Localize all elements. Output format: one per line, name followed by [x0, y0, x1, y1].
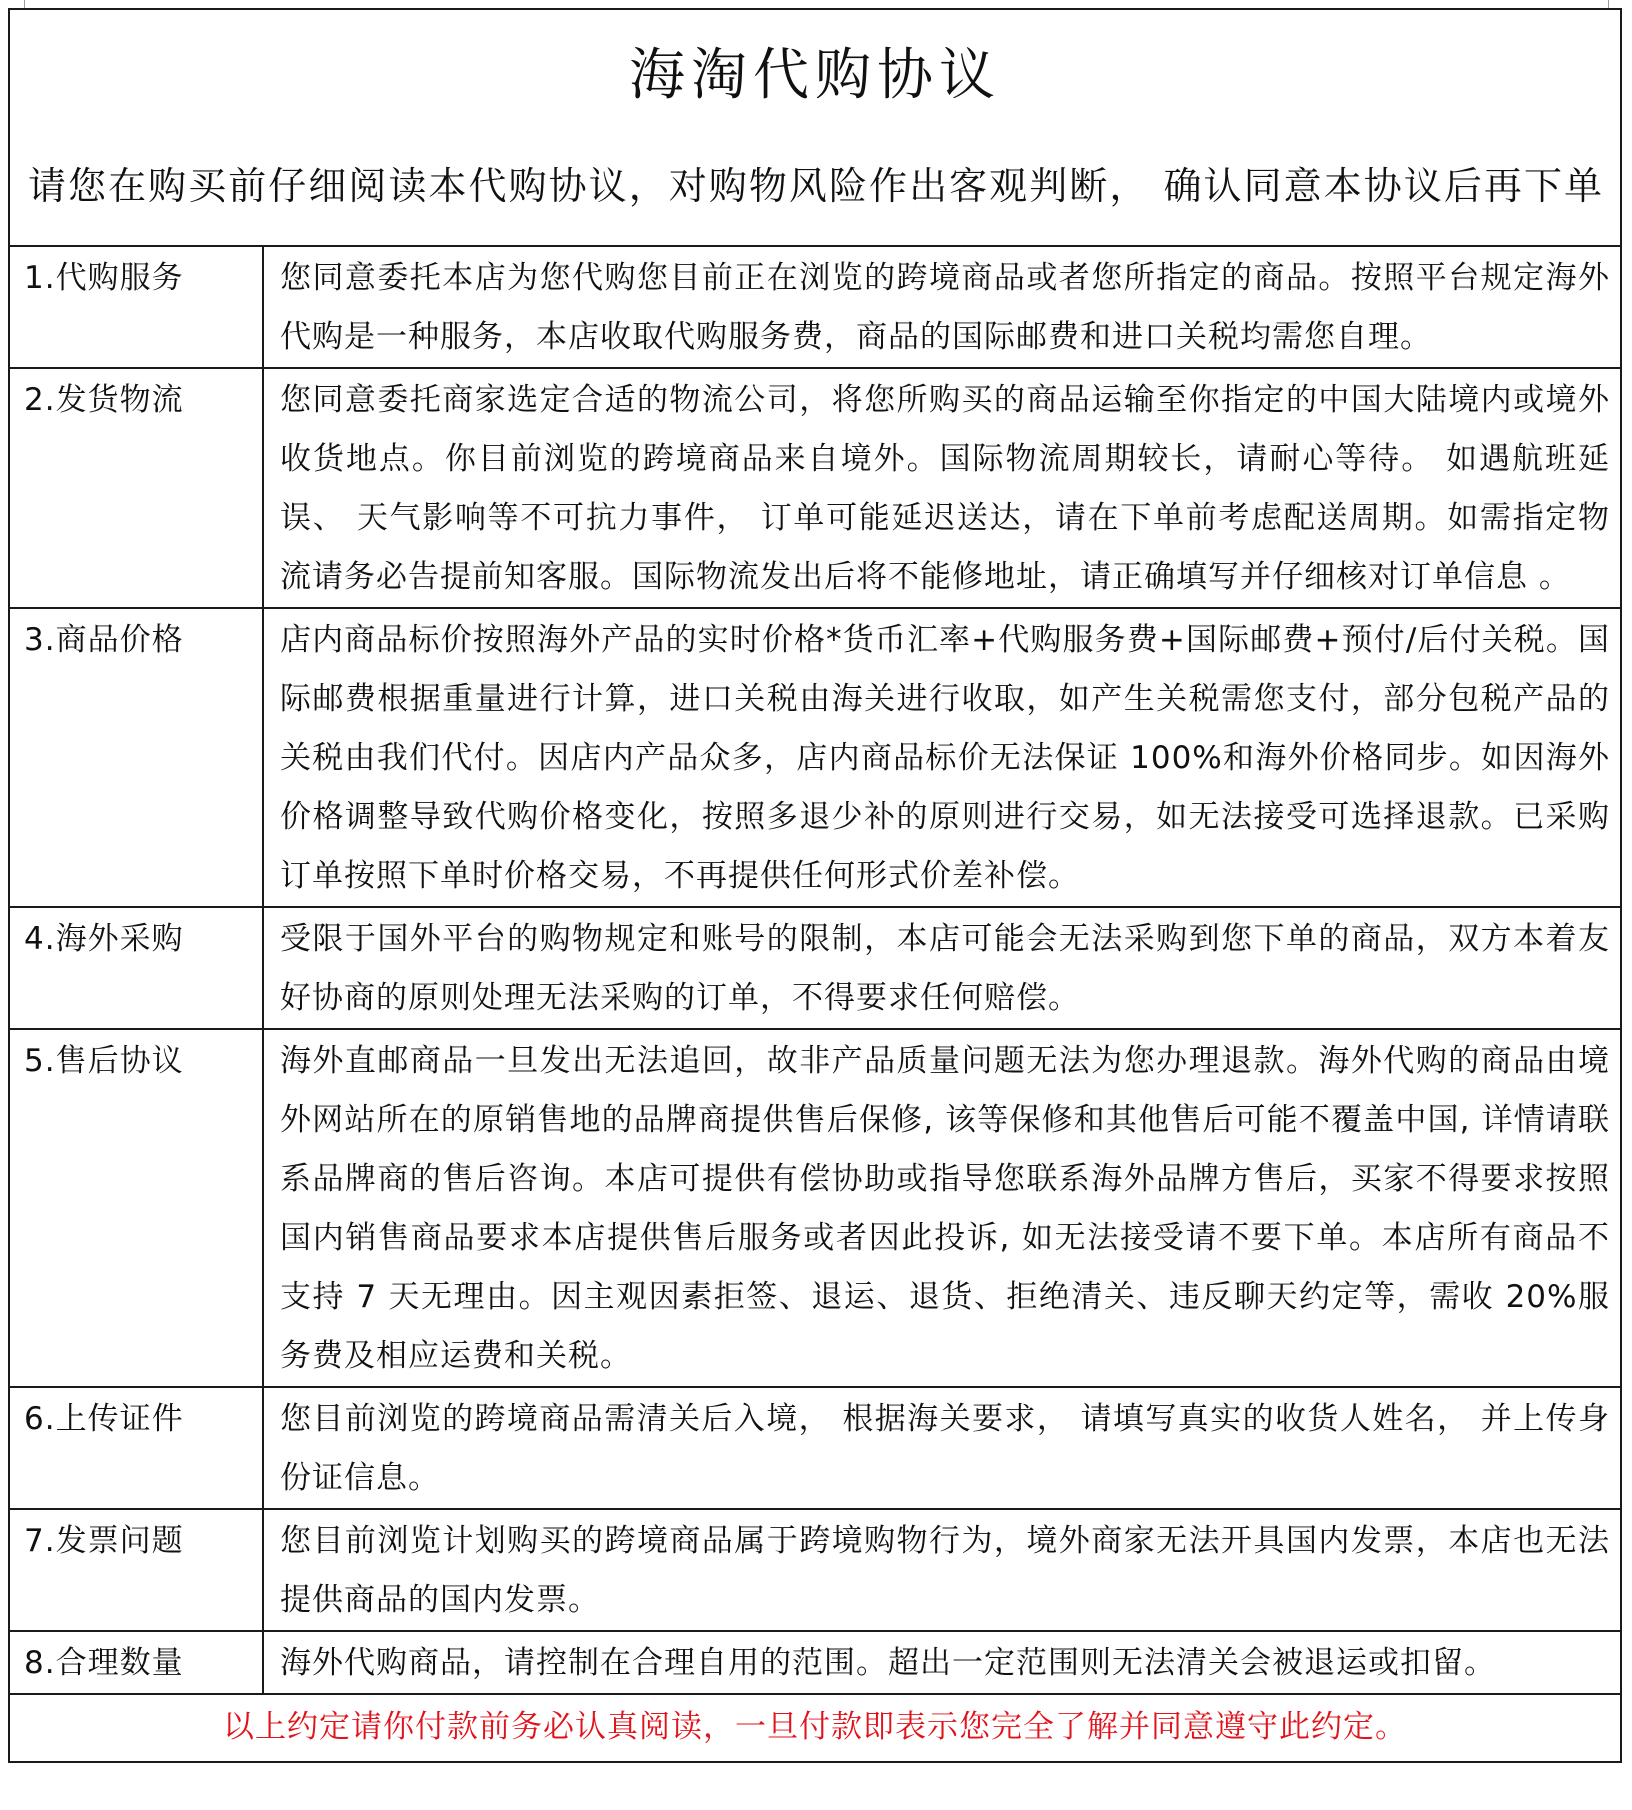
- table-row: [10, 608, 1620, 907]
- table-row: [10, 1509, 1620, 1631]
- table-row: [10, 1387, 1620, 1509]
- section-label: 3.商品价格: [10, 608, 263, 907]
- table-row: [10, 907, 1620, 1029]
- section-text: 海外代购商品，请控制在合理自用的范围。超出一定范围则无法清关会被退运或扣留。: [263, 1631, 1620, 1693]
- table-row: [10, 1029, 1620, 1387]
- section-text: 您同意委托商家选定合适的物流公司，将您所购买的商品运输至你指定的中国大陆境内或境外收货地点。你目前浏览的跨境商品来自境外。国际物流周期较长，请耐心等待。 如遇航班延误、 天气影响等不可抗力事件， 订单可能延迟送达，请在下单前考虑配送周期。如需指定物流请务必告提前知客服。国际物流发出后将不能修地址，请正确填写并仔细核对订单信息 。: [263, 368, 1620, 608]
- table-row: [10, 1631, 1620, 1693]
- intro-text: 请您在购买前仔细阅读本代购协议，对购物风险作出客观判断， 确认同意本协议后再下单: [28, 164, 1602, 208]
- section-text: 受限于国外平台的购物规定和账号的限制，本店可能会无法采购到您下单的商品，双方本着友好协商的原则处理无法采购的订单，不得要求任何赔偿。: [263, 907, 1620, 1029]
- section-label: 2.发货物流: [10, 368, 263, 608]
- section-text: 您目前浏览计划购买的跨境商品属于跨境购物行为，境外商家无法开具国内发票，本店也无法提供商品的国内发票。: [263, 1509, 1620, 1631]
- footer-notice: 以上约定请你付款前务必认真阅读，一旦付款即表示您完全了解并同意遵守此约定。: [10, 1693, 1620, 1761]
- section-label: 5.售后协议: [10, 1029, 263, 1387]
- agreement-document: [8, 8, 1622, 1763]
- section-label: 1.代购服务: [10, 247, 263, 368]
- agreement-header: [10, 10, 1620, 247]
- section-label: 6.上传证件: [10, 1387, 263, 1509]
- section-label: 7.发票问题: [10, 1509, 263, 1631]
- table-row: [10, 368, 1620, 608]
- terms-table: [10, 247, 1620, 1693]
- table-row: [10, 247, 1620, 368]
- section-label: 8.合理数量: [10, 1631, 263, 1693]
- page-title: 海淘代购协议: [629, 43, 1001, 108]
- section-text: 您目前浏览的跨境商品需清关后入境， 根据海关要求， 请填写真实的收货人姓名， 并上传身份证信息。: [263, 1387, 1620, 1509]
- section-text: 您同意委托本店为您代购您目前正在浏览的跨境商品或者您所指定的商品。按照平台规定海外代购是一种服务，本店收取代购服务费，商品的国际邮费和进口关税均需您自理。: [280, 260, 1610, 355]
- section-text: 海外直邮商品一旦发出无法追回，故非产品质量问题无法为您办理退款。海外代购的商品由境外网站所在的原销售地的品牌商提供售后保修, 该等保修和其他售后可能不覆盖中国, 详情请联系品牌商的售后咨询。本店可提供有偿协助或指导您联系海外品牌方售后，买家不得要求按照国内销售商品要求本店提供售后服务或者因此投诉, 如无法接受请不要下单。本店所有商品不支持 7 天无理由。因主观因素拒签、退运、退货、拒绝清关、违反聊天约定等，需收 20%服务费及相应运费和关税。: [263, 1029, 1620, 1387]
- section-text: 店内商品标价按照海外产品的实时价格*货币汇率+代购服务费+国际邮费+预付/后付关税。国际邮费根据重量进行计算，进口关税由海关进行收取，如产生关税需您支付，部分包税产品的关税由我们代付。因店内产品众多，店内商品标价无法保证 100%和海外价格同步。如因海外价格调整导致代购价格变化，按照多退少补的原则进行交易，如无法接受可选择退款。已采购订单按照下单时价格交易，不再提供任何形式价差补偿。: [263, 608, 1620, 907]
- section-label: 4.海外采购: [10, 907, 263, 1029]
